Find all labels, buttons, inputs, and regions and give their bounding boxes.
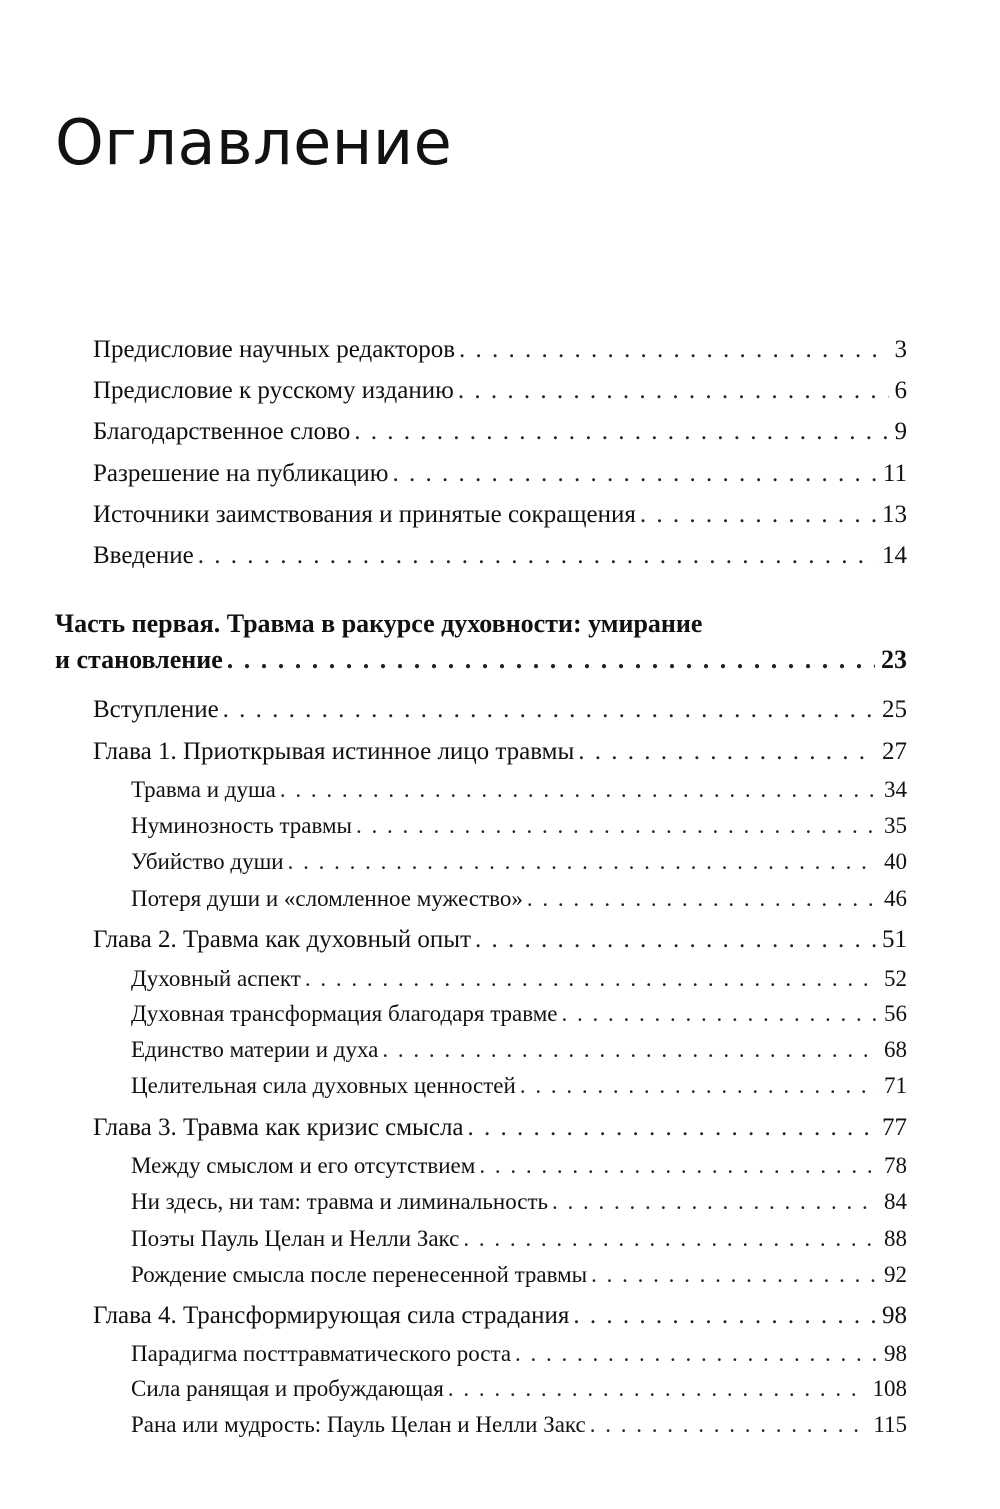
toc-entry-label: и становление [55,645,223,674]
dot-leader [198,542,876,572]
toc-entry-front-matter[interactable] [93,418,907,448]
dot-leader [468,1114,876,1144]
toc-entry-section[interactable] [131,777,907,805]
dot-leader [280,777,878,805]
toc-page-number: 71 [884,1073,907,1098]
dot-leader [448,1376,867,1404]
toc-entry-label: Ни здесь, ни там: травма и лиминальность [131,1189,549,1214]
toc-entry-part-one[interactable] [55,645,907,676]
toc-entry-label: Поэты Пауль Целан и Нелли Закс [131,1226,460,1251]
dot-leader [288,849,878,877]
toc-entry-section[interactable] [131,813,907,841]
dot-leader [223,696,876,726]
toc-entry-label: Глава 1. Приоткрывая истинное лицо травмы [93,738,575,765]
toc-entry-label: Сила ранящая и пробуждающая [131,1376,444,1401]
dot-leader [520,1073,878,1101]
dot-leader [527,886,878,914]
dot-leader [591,1262,878,1290]
toc-entry-section[interactable] [131,1226,907,1254]
toc-page-number: 46 [884,886,907,911]
toc-entry-label: Предисловие научных редакторов [93,336,456,363]
dot-leader [552,1189,878,1217]
dot-leader [305,966,878,994]
toc-entry-label: Единство материи и духа [131,1037,379,1062]
toc-entry-label: Духовная трансформация благодаря травме [131,1001,558,1026]
toc-entry-label: Парадигма посттравматического роста [131,1341,512,1366]
toc-entry-section[interactable] [131,1341,907,1369]
toc-entry-section[interactable] [131,1376,907,1404]
dot-leader [515,1341,878,1369]
toc-entry-section[interactable] [131,1412,907,1440]
toc-entry-label: Травма и душа [131,777,276,802]
toc-page-number: 108 [872,1376,907,1401]
toc-entry-label: Между смыслом и его отсутствием [131,1153,476,1178]
toc-entry-label: Вступление [93,696,219,723]
toc-page-number: 9 [894,418,907,445]
toc-entry-section[interactable] [131,849,907,877]
dot-leader [578,738,876,768]
toc-page-number: 51 [882,926,907,953]
toc-entry-label: Глава 2. Травма как духовный опыт [93,926,471,953]
toc-page-number: 92 [884,1262,907,1287]
toc-entry-label: Рождение смысла после перенесенной травмы [131,1262,588,1287]
dot-leader [354,418,888,448]
toc-entry-front-matter[interactable] [93,501,907,531]
dot-leader [562,1001,879,1029]
toc-entry-front-matter[interactable] [93,542,907,572]
toc-page-number: 11 [882,460,907,487]
toc-page-number: 40 [884,849,907,874]
toc-entry-section[interactable] [131,1153,907,1181]
dot-leader [458,377,889,407]
toc-entry-front-matter[interactable] [93,460,907,490]
toc-entry-section[interactable] [131,1189,907,1217]
toc-entry-label: Разрешение на публикацию [93,460,389,487]
toc-page-number: 35 [884,813,907,838]
page-title: Оглавление [55,106,453,179]
dot-leader [463,1226,878,1254]
toc-page-number: 3 [894,336,907,363]
toc-entry-label: Благодарственное слово [93,418,351,445]
toc-page-number: 84 [884,1189,907,1214]
dot-leader [392,460,876,490]
toc-page-number: 77 [882,1114,907,1141]
toc-entry-label: Рана или мудрость: Пауль Целан и Нелли Закс [131,1412,586,1437]
dot-leader [382,1037,878,1065]
toc-page-number: 14 [882,542,907,569]
toc-entry-section[interactable] [131,1262,907,1290]
toc-entry-label: Глава 4. Трансформирующая сила страдания [93,1302,570,1329]
dot-leader [573,1302,876,1332]
toc-entry-section[interactable] [131,1037,907,1065]
toc-entry-label: Источники заимствования и принятые сокращения [93,501,636,528]
toc-page-number: 6 [894,377,907,404]
dot-leader [227,645,875,676]
toc-entry-section[interactable] [131,966,907,994]
toc-entry-section[interactable] [131,1073,907,1101]
toc-entry-section[interactable] [131,886,907,914]
toc-page-number: 115 [873,1412,907,1437]
toc-page-number: 98 [884,1341,907,1366]
toc-entry-chapter[interactable] [93,926,907,956]
dot-leader [590,1412,868,1440]
toc-entry-chapter[interactable] [93,1114,907,1144]
dot-leader [356,813,878,841]
toc-page-number: 25 [882,696,907,723]
toc-page-number: 78 [884,1153,907,1178]
toc-entry-label: Нуминозность травмы [131,813,352,838]
toc-entry-label: Духовный аспект [131,966,301,991]
dot-leader [475,926,876,956]
toc-page-number: 23 [881,645,907,674]
toc-page-number: 98 [882,1302,907,1329]
toc-entry-label: Предисловие к русскому изданию [93,377,454,404]
toc-entry-section[interactable] [131,1001,907,1029]
toc-entry-chapter[interactable] [93,738,907,768]
toc-entry-label: Введение [93,542,194,569]
toc-page-number: 27 [882,738,907,765]
toc-entry-label: Убийство души [131,849,284,874]
toc-page-number: 52 [884,966,907,991]
toc-entry-label: Глава 3. Травма как кризис смысла [93,1114,464,1141]
toc-page-number: 56 [884,1001,907,1026]
toc-page-number: 88 [884,1226,907,1251]
toc-page-number: 34 [884,777,907,802]
toc-entry-chapter[interactable] [93,1302,907,1332]
toc-entry-label: Потеря души и «сломленное мужество» [131,886,523,911]
dot-leader [479,1153,878,1181]
toc-entry-front-matter[interactable] [93,336,907,366]
part-title-line-1[interactable]: Часть первая. Травма в ракурсе духовности: умирание [55,609,703,638]
dot-leader [459,336,888,366]
toc-entry-front-matter[interactable] [93,377,907,407]
toc-entry-chapter[interactable] [93,696,907,726]
toc-page-number: 68 [884,1037,907,1062]
dot-leader [640,501,876,531]
toc-entry-label: Целительная сила духовных ценностей [131,1073,516,1098]
toc-page-number: 13 [882,501,907,528]
